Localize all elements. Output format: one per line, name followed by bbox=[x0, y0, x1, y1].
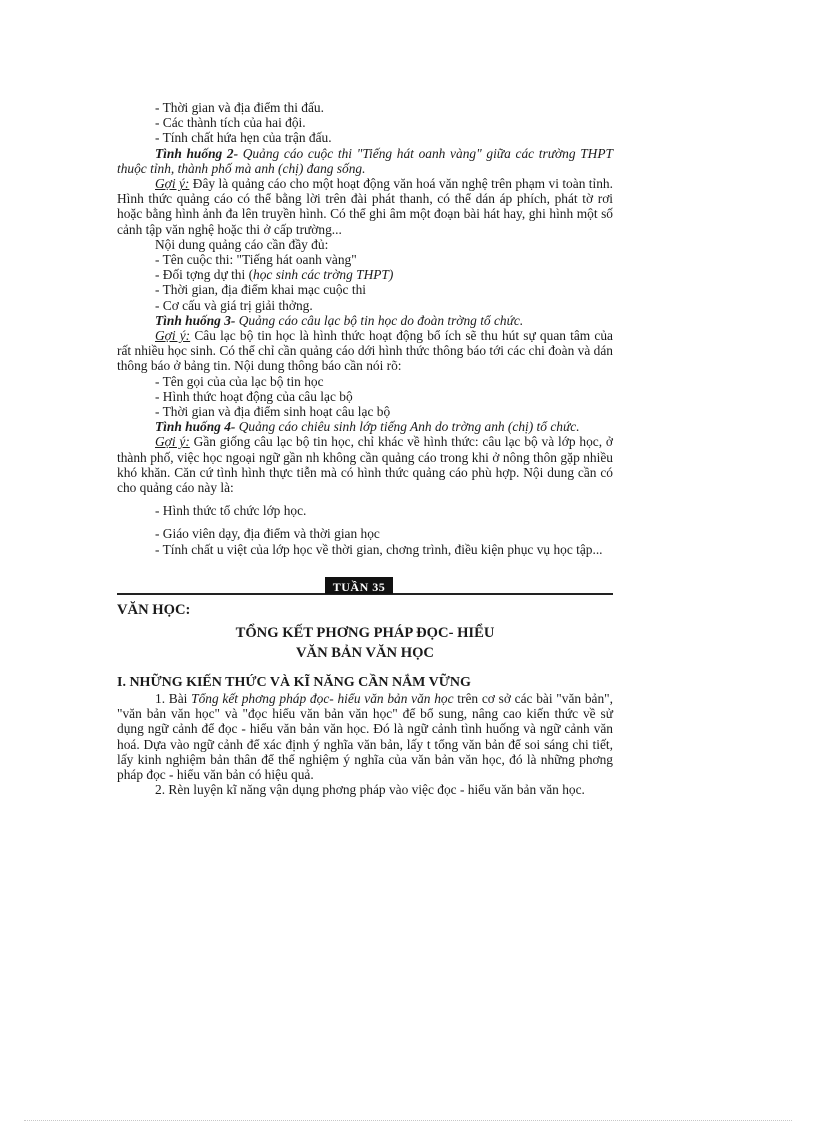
item-1-title: Tổng kết phơng pháp đọc- hiểu văn bản văn học bbox=[191, 690, 454, 706]
document-page bbox=[117, 100, 613, 797]
content-intro: Nội dung quảng cáo cần đầy đủ: bbox=[155, 236, 329, 252]
situation-4 bbox=[117, 419, 613, 434]
situation-text: Quảng cáo cuộc thi "Tiếng hát oanh vàng" giữa các trường THPT thuộc tỉnh, thành phố mà anh (chị) đang sống. bbox=[117, 145, 613, 176]
hint-text: Gần giống câu lạc bộ tin học, chỉ khác về hình thức: câu lạc bộ và lớp học, ở thành phố, việc học ngoại ngữ gần nh không cần quảng cáo trong khi ở nông thôn gặp nhiều khó khăn. Căn cứ tình hình thực tiễn mà có hình thức quảng cáo phù hợp. Nội dung cần có cho quảng cáo này là: bbox=[117, 434, 613, 496]
list-item: - Giáo viên dạy, địa điểm và thời gian học bbox=[155, 526, 380, 542]
item-1: 1. Bài Tổng kết phơng pháp đọc- hiểu văn bản văn học trên cơ sở các bài "văn bản", "văn bản văn học" và "đọc hiểu văn bản văn học" để bổ sung, nâng cao kiến thức về sử dụng ngữ cảnh để đọc - hiểu văn bản văn học. Đó là ngữ cảnh tình huống và ngữ cảnh văn hoá. Dựa vào ngữ cảnh để xác định ý nghĩa văn bản, lấy t tổng văn bản để soi sáng chi tiết, lấy kinh nghiệm bản thân để thể nghiệm ý nghĩa của văn bản văn học, đó là những phơng pháp đọc - hiểu văn bản có hiệu quả. bbox=[117, 690, 613, 782]
hint-label: Gợi ý: bbox=[155, 328, 191, 344]
list-item: - Hình thức tổ chức lớp học. bbox=[155, 503, 307, 519]
week-badge: TUẦN 35 bbox=[325, 577, 393, 594]
hint-4 bbox=[117, 434, 613, 495]
hint-2 bbox=[117, 176, 613, 237]
situation-3 bbox=[117, 313, 613, 328]
list-item: - Tên cuộc thi: "Tiếng hát oanh vàng" bbox=[155, 252, 357, 268]
list-item: - Đối tợng dự thi (học sinh các trờng THPT) bbox=[155, 267, 394, 283]
hint-text: Đây là quảng cáo cho một hoạt động văn hoá văn nghệ trên phạm vi toàn tỉnh. Hình thức quảng cáo có thể bằng lời trên đài phát thanh, có thể dán áp phích, phát tờ rơi hoặc bằng hình ảnh đa lên truyền hình. Có thể ghi âm một đoạn bài hát hay, ghi hình một số cảnh tập văn nghệ hoặc thi ở cấp trường... bbox=[117, 176, 613, 237]
page-title: TỔNG KẾT PHƠNG PHÁP ĐỌC- HIỂU bbox=[235, 624, 495, 641]
page-title-line2: VĂN BẢN VĂN HỌC bbox=[296, 644, 434, 661]
hint-3 bbox=[117, 328, 613, 374]
situation-text: Quảng cáo câu lạc bộ tin học do đoàn trờng tổ chức. bbox=[235, 312, 524, 328]
list-item: - Tên gọi của của lạc bộ tin học bbox=[155, 373, 324, 389]
list-item: - Thời gian, địa điểm khai mạc cuộc thi bbox=[155, 282, 366, 298]
item-2: 2. Rèn luyện kĩ năng vận dụng phơng pháp vào việc đọc - hiểu văn bản văn học. bbox=[155, 782, 585, 798]
situation-label: Tình huống 3- bbox=[155, 312, 236, 328]
list-item-italic: học sinh các trờng THPT) bbox=[253, 267, 394, 283]
hint-label: Gợi ý: bbox=[155, 434, 190, 450]
hint-label: Gợi ý: bbox=[155, 176, 190, 192]
situation-2 bbox=[117, 146, 613, 176]
subject-label: VĂN HỌC: bbox=[117, 601, 191, 618]
list-item: - Cơ cấu và giá trị giải thởng. bbox=[155, 297, 313, 313]
page-bottom-border bbox=[24, 1120, 792, 1121]
situation-label: Tình huống 2- bbox=[155, 145, 239, 161]
list-item: - Tính chất u việt của lớp học về thời gian, chơng trình, điều kiện phục vụ học tập... bbox=[155, 541, 603, 557]
section-heading: I. NHỮNG KIẾN THỨC VÀ KĨ NĂNG CẦN NẮM VỮNG bbox=[117, 674, 471, 690]
list-item: - Hình thức hoạt động của câu lạc bộ bbox=[155, 388, 353, 404]
list-item: - Tính chất hứa hẹn của trận đấu. bbox=[155, 130, 332, 146]
hint-text: Câu lạc bộ tin học là hình thức hoạt động bổ ích sẽ thu hút sự quan tâm của rất nhiều học sinh. Có thể chỉ cần quảng cáo dới hình thức thông báo tới các chi đoàn và dán thông báo ở bảng tin. Nội dung thông báo cần nói rõ: bbox=[117, 328, 613, 374]
list-item: - Thời gian và địa điểm sinh hoạt câu lạc bộ bbox=[155, 404, 391, 420]
situation-text: Quảng cáo chiêu sinh lớp tiếng Anh do trờng anh (chị) tổ chức. bbox=[235, 419, 580, 435]
list-item: - Các thành tích của hai đội. bbox=[155, 115, 306, 131]
week-divider bbox=[117, 577, 613, 595]
list-item: - Thời gian và địa điểm thi đấu. bbox=[155, 100, 324, 115]
situation-label: Tình huống 4- bbox=[155, 419, 236, 435]
